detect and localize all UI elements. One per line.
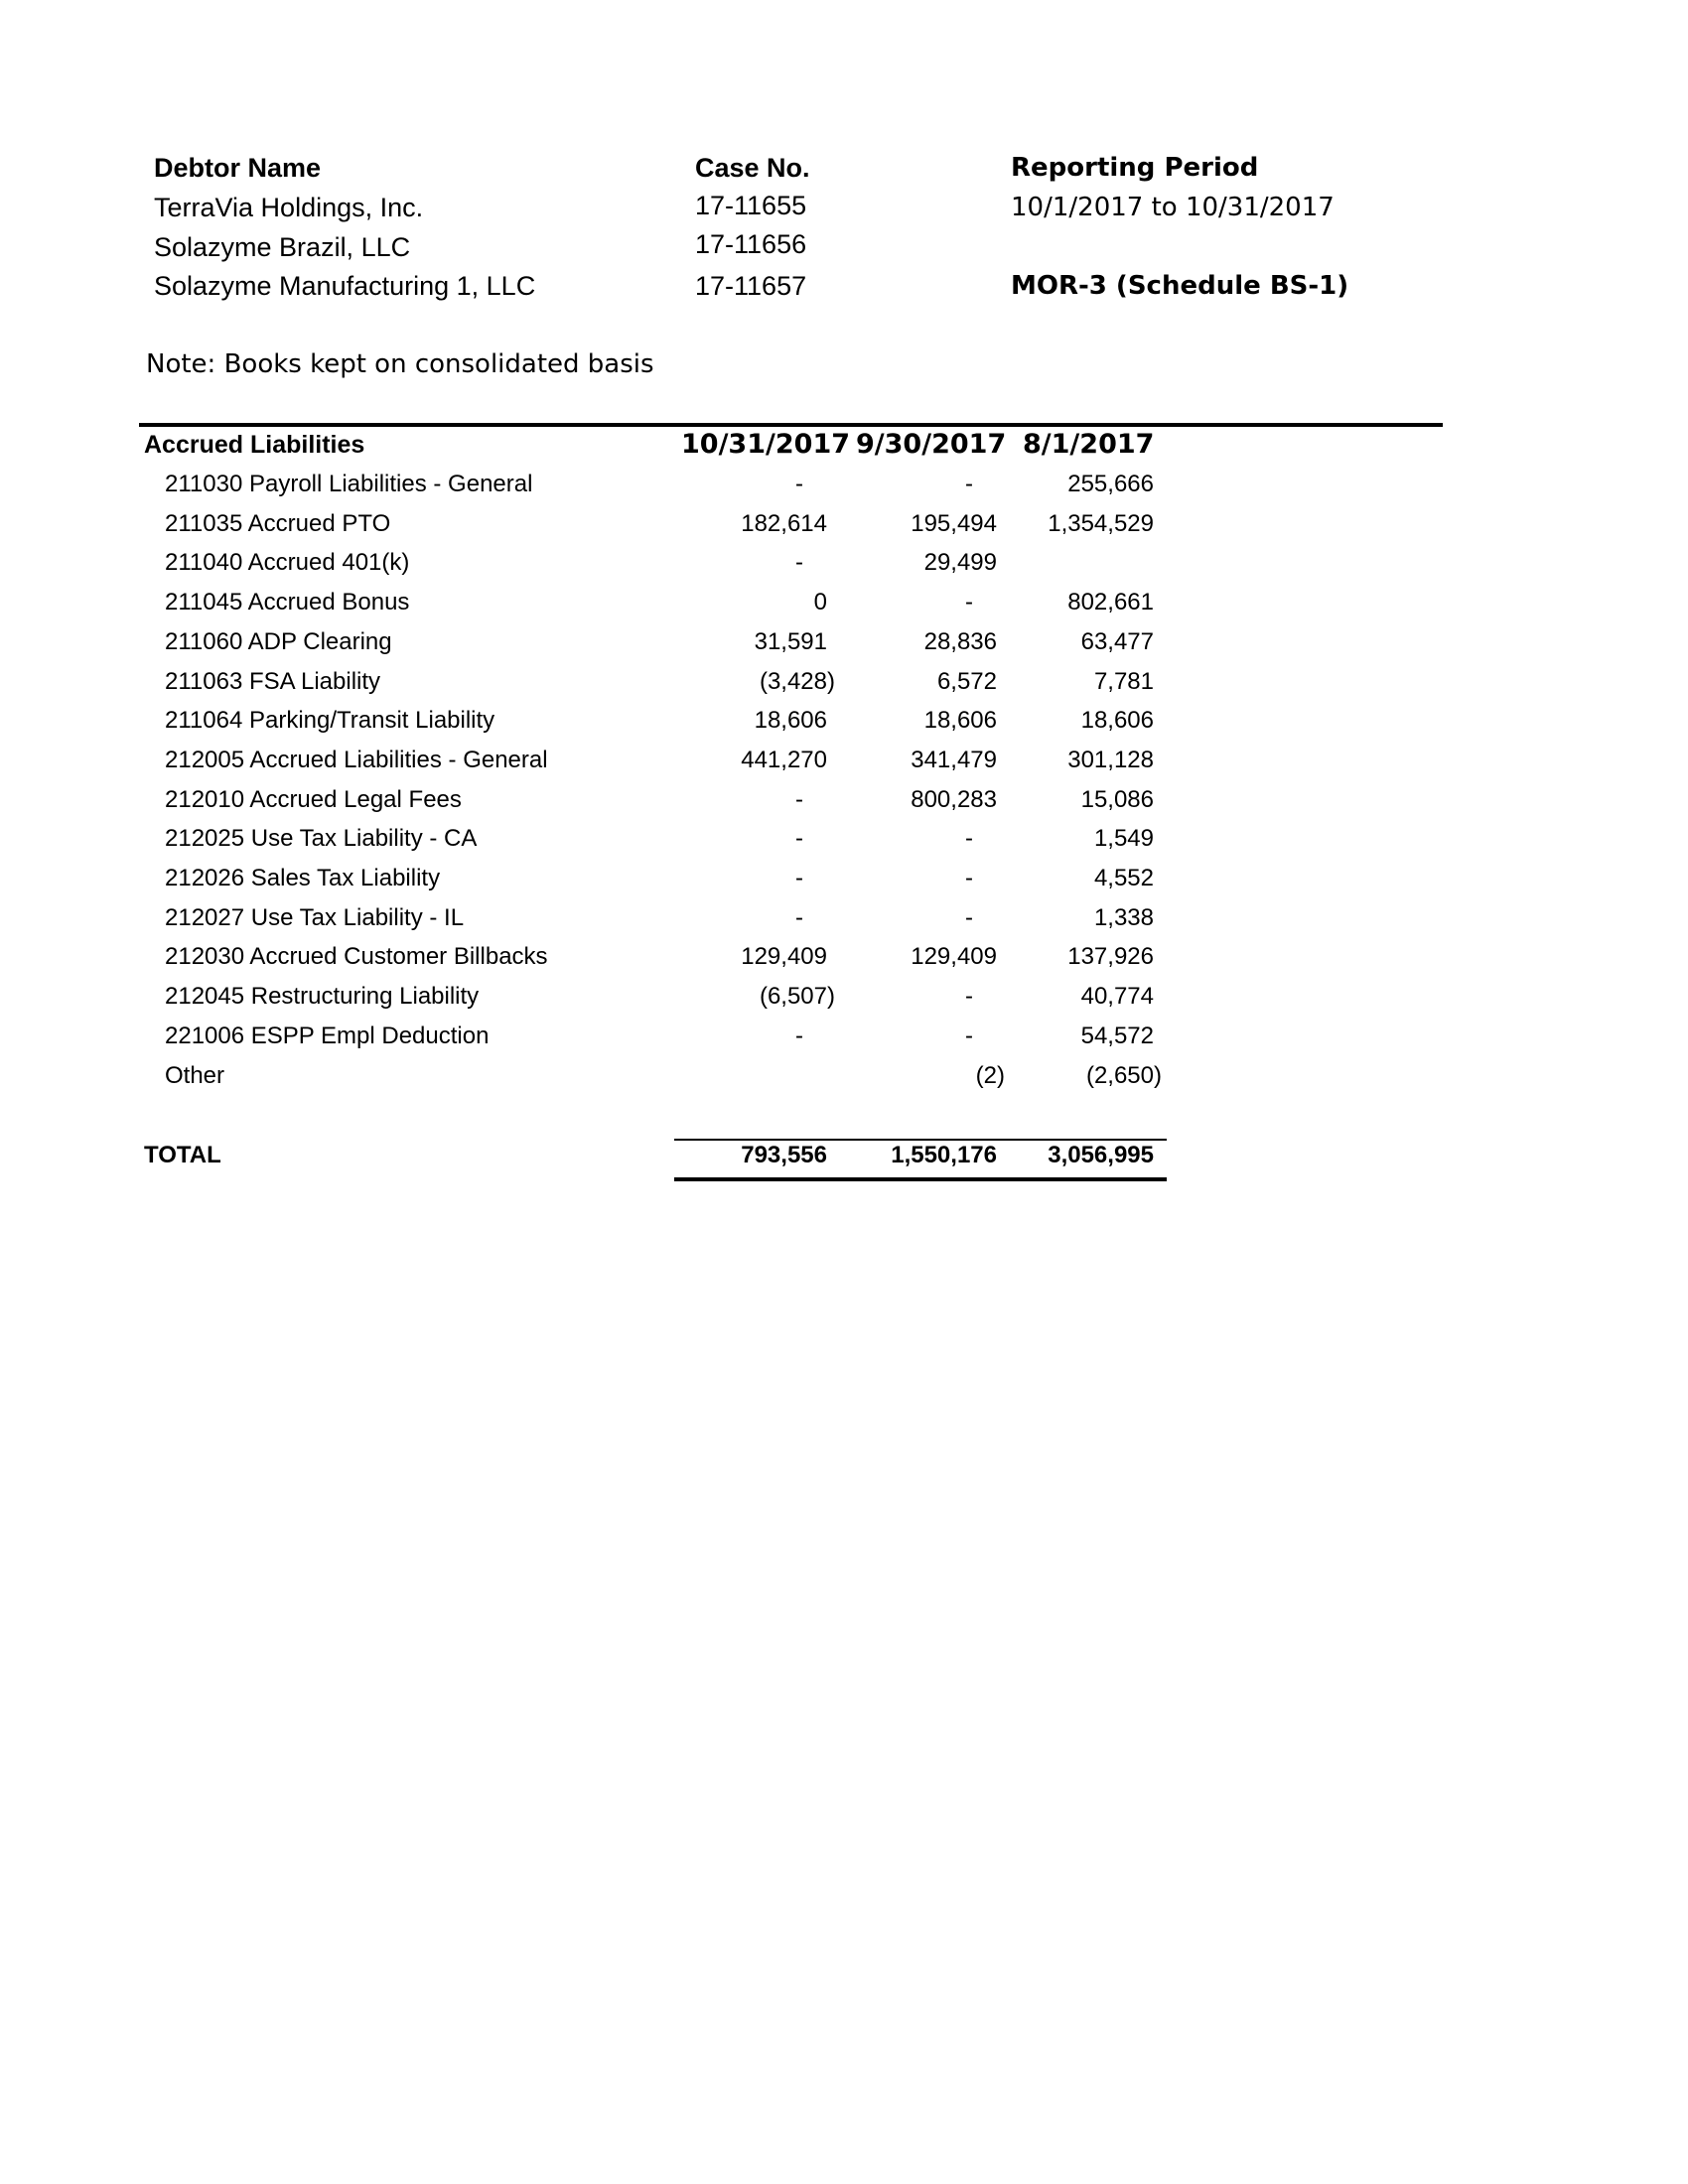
row-value-col2: 341,479 (911, 747, 997, 773)
row-value-col3: 7,781 (1093, 668, 1154, 695)
row-label: 211035 Accrued PTO (165, 510, 391, 537)
row-value-col3: 802,661 (1067, 589, 1154, 615)
row-value-col3: 63,477 (1080, 628, 1154, 655)
row-value-col2: 28,836 (923, 628, 997, 655)
row-value-col3: 301,128 (1067, 747, 1154, 773)
row-value-col3: 255,666 (1067, 471, 1154, 497)
row-label: 211063 FSA Liability (165, 668, 381, 695)
reporting-period-label: Reporting Period (1011, 153, 1259, 183)
row-value-col2: - (965, 1023, 973, 1049)
debtor-name-label: Debtor Name (154, 153, 322, 183)
row-value-col2: 29,499 (923, 549, 997, 576)
total-value-col1: 793,556 (741, 1142, 827, 1168)
row-value-col2: - (965, 904, 973, 931)
row-label: 211040 Accrued 401(k) (165, 549, 410, 576)
row-value-col1: - (795, 904, 803, 931)
row-label: 212030 Accrued Customer Billbacks (165, 943, 548, 970)
row-label: 211064 Parking/Transit Liability (165, 707, 495, 734)
row-label: Other (165, 1062, 225, 1089)
row-label: 212026 Sales Tax Liability (165, 865, 441, 891)
row-value-col2: - (965, 825, 973, 852)
column-header-1: 10/31/2017 (681, 429, 851, 460)
case-no-1: 17-11655 (695, 191, 807, 220)
row-value-col2: - (965, 865, 973, 891)
row-value-col3: 4,552 (1093, 865, 1154, 891)
column-header-3: 8/1/2017 (1023, 429, 1155, 460)
row-value-col1: - (795, 865, 803, 891)
total-top-rule (674, 1139, 1167, 1141)
total-value-col3: 3,056,995 (1048, 1142, 1154, 1168)
row-label: 211030 Payroll Liabilities - General (165, 471, 533, 497)
row-value-col2: 18,606 (923, 707, 997, 734)
row-label: 212025 Use Tax Liability - CA (165, 825, 478, 852)
row-value-col3: 54,572 (1080, 1023, 1154, 1049)
row-label: 212005 Accrued Liabilities - General (165, 747, 548, 773)
row-label: 212045 Restructuring Liability (165, 983, 480, 1010)
row-value-col1: 129,409 (741, 943, 827, 970)
row-value-col3: 15,086 (1080, 786, 1154, 813)
table-top-rule (139, 423, 1443, 427)
row-value-col1: 31,591 (754, 628, 827, 655)
row-value-col1: (3,428) (759, 668, 835, 695)
case-no-label: Case No. (695, 153, 810, 183)
row-value-col1: - (795, 786, 803, 813)
note: Note: Books kept on consolidated basis (146, 349, 654, 379)
row-value-col3: 1,338 (1093, 904, 1154, 931)
row-value-col3: 137,926 (1067, 943, 1154, 970)
table-title: Accrued Liabilities (144, 431, 365, 459)
debtor-name-3: Solazyme Manufacturing 1, LLC (154, 271, 536, 301)
row-value-col2: 195,494 (911, 510, 997, 537)
case-no-2: 17-11656 (695, 229, 807, 259)
schedule-label: MOR-3 (Schedule BS-1) (1011, 271, 1349, 301)
row-value-col3: 18,606 (1080, 707, 1154, 734)
row-value-col1: 18,606 (754, 707, 827, 734)
total-label: TOTAL (144, 1142, 221, 1168)
row-value-col1: - (795, 1023, 803, 1049)
row-value-col3: 1,549 (1093, 825, 1154, 852)
row-value-col3: (2,650) (1085, 1062, 1162, 1089)
row-value-col2: - (965, 471, 973, 497)
row-label: 221006 ESPP Empl Deduction (165, 1023, 490, 1049)
debtor-name-1: TerraVia Holdings, Inc. (154, 193, 424, 222)
row-value-col1: 441,270 (741, 747, 827, 773)
row-value-col2: - (965, 589, 973, 615)
row-value-col2: (2) (975, 1062, 1005, 1089)
row-value-col1: 182,614 (741, 510, 827, 537)
row-value-col2: - (965, 983, 973, 1010)
row-label: 211045 Accrued Bonus (165, 589, 410, 615)
row-label: 212027 Use Tax Liability - IL (165, 904, 465, 931)
total-bottom-rule (674, 1177, 1167, 1181)
reporting-period-value: 10/1/2017 to 10/31/2017 (1011, 193, 1335, 222)
row-value-col2: 800,283 (911, 786, 997, 813)
column-header-2: 9/30/2017 (856, 429, 1007, 460)
row-label: 212010 Accrued Legal Fees (165, 786, 462, 813)
row-value-col1: - (795, 471, 803, 497)
row-value-col2: 129,409 (911, 943, 997, 970)
row-value-col2: 6,572 (936, 668, 997, 695)
row-value-col1: - (795, 549, 803, 576)
row-value-col1: 0 (813, 589, 827, 615)
row-value-col1: (6,507) (759, 983, 835, 1010)
row-value-col3: 40,774 (1080, 983, 1154, 1010)
debtor-name-2: Solazyme Brazil, LLC (154, 232, 411, 262)
row-label: 211060 ADP Clearing (165, 628, 392, 655)
row-value-col3: 1,354,529 (1048, 510, 1154, 537)
total-value-col2: 1,550,176 (891, 1142, 997, 1168)
case-no-3: 17-11657 (695, 271, 807, 301)
row-value-col1: - (795, 825, 803, 852)
